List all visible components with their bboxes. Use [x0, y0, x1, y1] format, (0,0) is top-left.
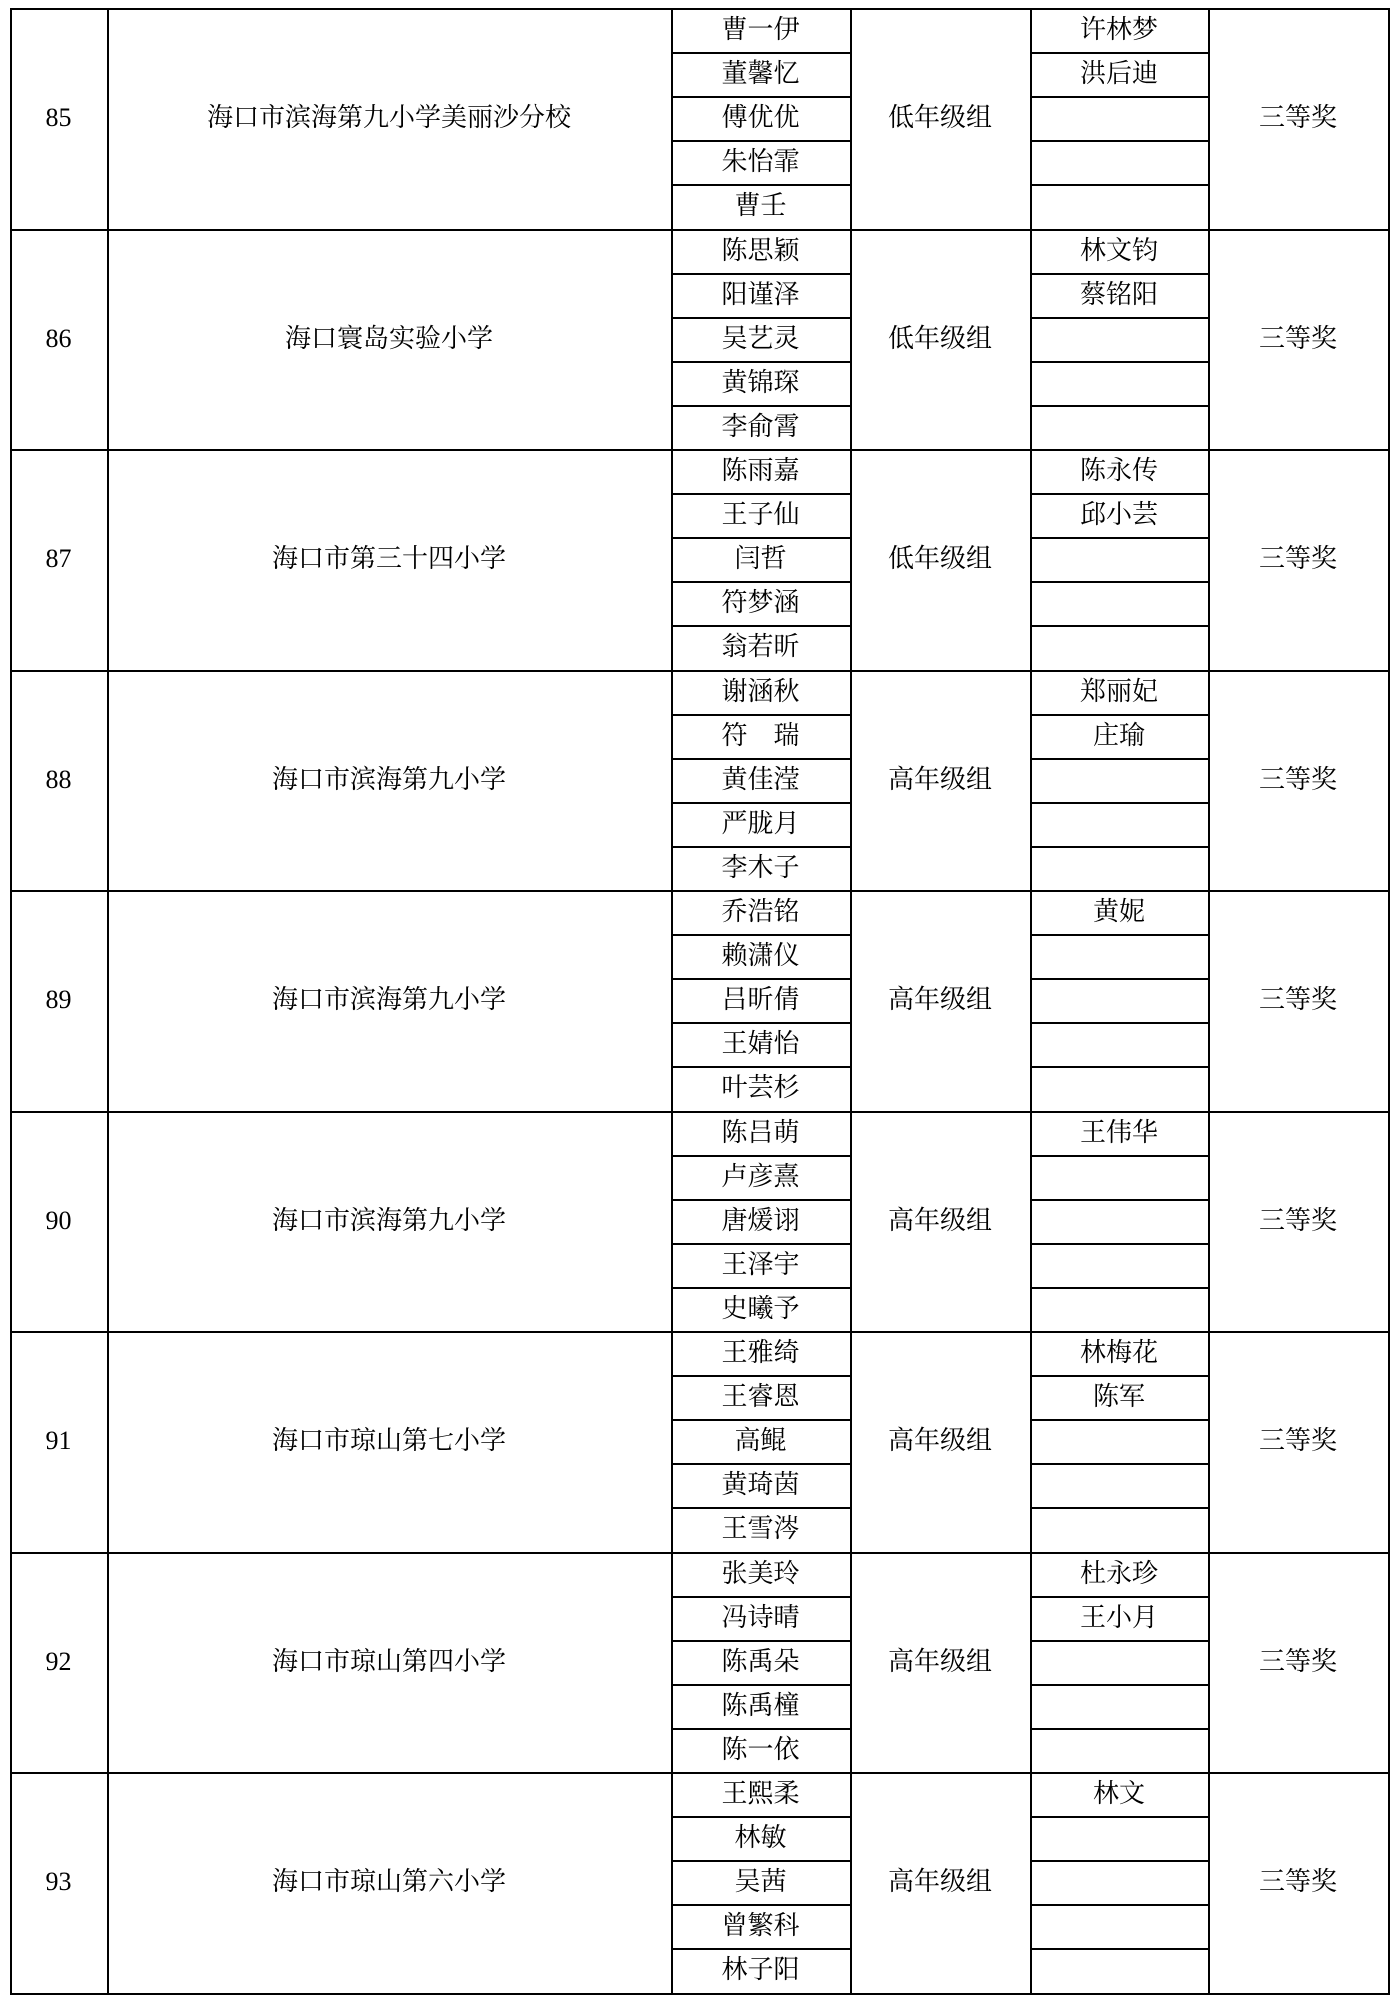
school-name: 海口市琼山第六小学: [271, 1867, 506, 1898]
teacher-divider: [1030, 581, 1210, 583]
student-name: 黄琦茵: [721, 1470, 800, 1501]
student-name: 乔浩铭: [721, 897, 800, 928]
student-name: 黄佳滢: [721, 764, 800, 795]
student-name: 吴艺灵: [721, 323, 800, 354]
teacher-name: 陈永传: [1079, 456, 1158, 487]
school-name: 海口市第三十四小学: [271, 544, 506, 575]
student-name: 王熙柔: [721, 1779, 800, 1810]
award-level: 三等奖: [1258, 1646, 1337, 1677]
teacher-divider: [1030, 802, 1210, 804]
award-level: 三等奖: [1258, 764, 1337, 795]
teacher-divider: [1030, 1199, 1210, 1201]
student-name: 陈雨嘉: [721, 456, 800, 487]
teacher-divider: [1030, 1066, 1210, 1068]
teacher-divider: [1030, 846, 1210, 848]
school-name: 海口市滨海第九小学美丽沙分校: [206, 103, 571, 134]
teacher-divider: [1030, 1463, 1210, 1465]
group-name: 高年级组: [887, 1867, 992, 1898]
column-border: [107, 8, 109, 1995]
student-name: 林敏: [734, 1823, 787, 1854]
student-name: 李木子: [721, 852, 800, 883]
row-number: 87: [45, 544, 72, 574]
student-name: 陈一依: [721, 1734, 800, 1765]
student-name: 谢涵秋: [721, 676, 800, 707]
student-name: 王婧怡: [721, 1029, 800, 1060]
teacher-divider: [1030, 1948, 1210, 1950]
column-border: [671, 8, 673, 1995]
teacher-divider: [1030, 140, 1210, 142]
student-name: 闫哲: [734, 544, 787, 575]
teacher-name: 蔡铭阳: [1079, 279, 1158, 310]
group-name: 高年级组: [887, 985, 992, 1016]
student-name: 吴茜: [734, 1867, 787, 1898]
teacher-name: 黄妮: [1092, 897, 1145, 928]
group-name: 低年级组: [887, 103, 992, 134]
teacher-divider: [1030, 1419, 1210, 1421]
student-name: 林子阳: [721, 1955, 800, 1986]
student-name: 陈禹橦: [721, 1690, 800, 1721]
column-border: [1030, 8, 1032, 1995]
teacher-divider: [1030, 1728, 1210, 1730]
teacher-divider: [1030, 625, 1210, 627]
teacher-name: 林梅花: [1079, 1338, 1158, 1369]
student-name: 叶芸杉: [721, 1073, 800, 1104]
teacher-name: 陈军: [1092, 1382, 1145, 1413]
student-name: 高鲲: [734, 1426, 787, 1457]
row-number: 91: [45, 1426, 72, 1456]
student-name: 王睿恩: [721, 1382, 800, 1413]
teacher-divider: [1030, 317, 1210, 319]
student-name: 王子仙: [721, 500, 800, 531]
row-number: 86: [45, 323, 72, 353]
award-level: 三等奖: [1258, 1205, 1337, 1236]
student-name: 王雪涔: [721, 1514, 800, 1545]
student-name: 翁若昕: [721, 632, 800, 663]
teacher-divider: [1030, 405, 1210, 407]
student-name: 张美玲: [721, 1558, 800, 1589]
teacher-divider: [1030, 934, 1210, 936]
teacher-name: 林文钧: [1079, 235, 1158, 266]
teacher-divider: [1030, 537, 1210, 539]
row-number: 92: [45, 1646, 72, 1676]
group-name: 低年级组: [887, 323, 992, 354]
student-name: 董馨忆: [721, 59, 800, 90]
row-divider: [10, 1993, 1390, 1995]
award-level: 三等奖: [1258, 1867, 1337, 1898]
teacher-divider: [1030, 978, 1210, 980]
group-name: 低年级组: [887, 544, 992, 575]
teacher-name: 王小月: [1079, 1602, 1158, 1633]
student-name: 吕昕倩: [721, 985, 800, 1016]
award-level: 三等奖: [1258, 323, 1337, 354]
column-border: [10, 8, 12, 1995]
award-level: 三等奖: [1258, 544, 1337, 575]
school-name: 海口市琼山第七小学: [271, 1426, 506, 1457]
teacher-divider: [1030, 361, 1210, 363]
award-level: 三等奖: [1258, 103, 1337, 134]
row-number: 93: [45, 1867, 72, 1897]
student-name: 曹壬: [734, 191, 787, 222]
student-name: 李俞霄: [721, 411, 800, 442]
student-name: 赖潇仪: [721, 941, 800, 972]
teacher-divider: [1030, 1243, 1210, 1245]
teacher-name: 许林梦: [1079, 15, 1158, 46]
student-name: 黄锦琛: [721, 367, 800, 398]
row-number: 90: [45, 1205, 72, 1235]
student-name: 符 瑞: [721, 720, 800, 751]
teacher-name: 杜永珍: [1079, 1558, 1158, 1589]
student-name: 曹一伊: [721, 15, 800, 46]
school-name: 海口市琼山第四小学: [271, 1646, 506, 1677]
student-name: 史曦予: [721, 1293, 800, 1324]
teacher-divider: [1030, 184, 1210, 186]
teacher-divider: [1030, 1860, 1210, 1862]
student-name: 陈禹朵: [721, 1646, 800, 1677]
student-name: 陈思颖: [721, 235, 800, 266]
student-name: 傅优优: [721, 103, 800, 134]
teacher-divider: [1030, 1904, 1210, 1906]
award-level: 三等奖: [1258, 985, 1337, 1016]
teacher-name: 邱小芸: [1079, 500, 1158, 531]
group-name: 高年级组: [887, 764, 992, 795]
teacher-divider: [1030, 1155, 1210, 1157]
teacher-name: 郑丽妃: [1079, 676, 1158, 707]
teacher-divider: [1030, 1640, 1210, 1642]
teacher-divider: [1030, 1816, 1210, 1818]
row-number: 89: [45, 985, 72, 1015]
teacher-divider: [1030, 1507, 1210, 1509]
student-name: 朱怡霏: [721, 147, 800, 178]
group-name: 高年级组: [887, 1646, 992, 1677]
teacher-divider: [1030, 96, 1210, 98]
teacher-name: 林文: [1092, 1779, 1145, 1810]
group-name: 高年级组: [887, 1426, 992, 1457]
school-name: 海口市滨海第九小学: [271, 1205, 506, 1236]
column-border: [850, 8, 852, 1995]
student-name: 王雅绮: [721, 1338, 800, 1369]
column-border: [1388, 8, 1390, 1995]
column-border: [1208, 8, 1210, 1995]
teacher-name: 洪后迪: [1079, 59, 1158, 90]
school-name: 海口市滨海第九小学: [271, 764, 506, 795]
teacher-name: 王伟华: [1079, 1117, 1158, 1148]
school-name: 海口寰岛实验小学: [284, 323, 493, 354]
student-name: 王泽宇: [721, 1249, 800, 1280]
student-name: 严胧月: [721, 808, 800, 839]
row-number: 88: [45, 764, 72, 794]
row-number: 85: [45, 103, 72, 133]
group-name: 高年级组: [887, 1205, 992, 1236]
school-name: 海口市滨海第九小学: [271, 985, 506, 1016]
teacher-divider: [1030, 758, 1210, 760]
teacher-divider: [1030, 1684, 1210, 1686]
student-name: 冯诗晴: [721, 1602, 800, 1633]
student-name: 卢彦熹: [721, 1161, 800, 1192]
teacher-divider: [1030, 1287, 1210, 1289]
teacher-divider: [1030, 1022, 1210, 1024]
student-name: 符梦涵: [721, 588, 800, 619]
student-name: 曾繁科: [721, 1911, 800, 1942]
student-name: 陈吕萌: [721, 1117, 800, 1148]
student-name: 阳谨泽: [721, 279, 800, 310]
award-level: 三等奖: [1258, 1426, 1337, 1457]
student-name: 唐煖诩: [721, 1205, 800, 1236]
teacher-name: 庄瑜: [1092, 720, 1145, 751]
